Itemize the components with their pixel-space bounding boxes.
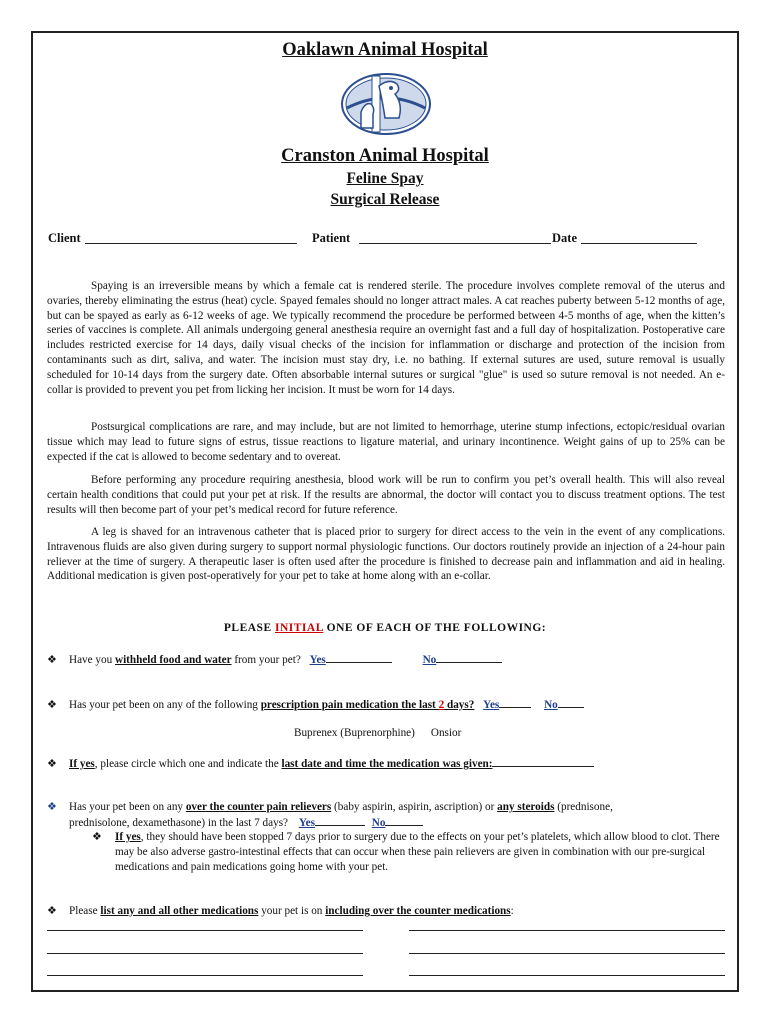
diamond-bullet-icon: ❖ [47,801,57,813]
yes-option: Yes [298,817,315,829]
question-otc-pain-steroids: ❖ Has your pet been on any over the counter pain relievers (baby aspirin, aspirin, ascription) or any steroids (prednisone, [47,801,613,813]
medication-line[interactable] [409,930,725,931]
medication-options [294,726,594,741]
fasting-no-initial-field[interactable] [436,652,502,663]
form-subtitle: Surgical Release [330,191,440,208]
prescription-no-initial-field[interactable] [558,697,584,708]
initial-instruction: PLEASE INITIAL ONE OF EACH OF THE FOLLOWING: [223,622,547,634]
medication-buprenex[interactable]: Buprenex (Buprenorphine) [294,727,415,739]
cat-dog-clinic-logo-icon [339,68,433,138]
yes-option: Yes [309,654,326,666]
form-title: Feline Spay [346,170,424,187]
diamond-bullet-icon: ❖ [47,654,57,666]
otc-no-initial-field[interactable] [385,815,423,826]
patient-field[interactable] [359,233,551,244]
no-option: No [544,699,558,711]
client-label: Client [48,231,81,245]
hospital-name-cranston: Cranston Animal Hospital [281,146,489,166]
paragraph-bloodwork: Before performing any procedure requiring anesthesia, blood work will be run to confirm you pet’s overall health. This will also reveal certain health conditions that could put your pet at risk. If the results are abnormal, the doctor will contact you to discuss treatment options. The test results will then become part of your pet’s medical record for future reference. [47,474,725,516]
question-fasting: ❖ Have you withheld food and water from your pet? Yes No [47,652,727,668]
date-field[interactable] [581,233,697,244]
diamond-bullet-icon: ❖ [47,758,57,770]
medication-line[interactable] [409,953,725,954]
initial-highlight: INITIAL [275,622,324,634]
otc-yes-initial-field[interactable] [315,815,365,826]
medication-line[interactable] [47,953,363,954]
fasting-yes-initial-field[interactable] [326,652,392,663]
diamond-bullet-icon: ❖ [47,905,57,917]
medication-line[interactable] [409,975,725,976]
medication-line[interactable] [47,930,363,931]
paragraph-catheter: A leg is shaved for an intravenous catheter that is placed prior to surgery for direct access to the vein in the event of any complications. Intravenous fluids are also given during surgery to support normal physiologic functions. Our doctors routinely provide an injection of a 24-hour pain reliever at the time of surgery. A therapeutic laser is often used after the procedure is finished to decrease pain and inflammation and aid in healing. Additional medication is given post-operatively for your pet to take at home along with an e-collar. [47,526,725,583]
no-option: No [371,817,386,829]
diamond-bullet-icon: ❖ [47,699,57,711]
no-option: No [422,654,437,666]
medication-line[interactable] [47,975,363,976]
question-otc-line2: prednisolone, dexamethasone) in the last 7 days? Yes No [69,815,749,831]
yes-option: Yes [483,699,500,711]
last-dose-field[interactable] [492,756,594,767]
paragraph-procedure: Spaying is an irreversible means by which a female cat is rendered sterile. The procedure involves complete removal of the uterus and ovaries, thereby eliminating the estrus (heat) cycle. Spayed females should no longer attract males. A cat reaches puberty between 5-12 months of age, but can be spayed as early as 6-12 weeks of age. We typically recommend the procedure be performed between 4-5 months of age, when the kitten’s series of vaccines is complete. All animals undergoing general anesthesia require an overnight fast and a full day of hospitalization. Postoperative care includes restricted exercise for 14 days, daily visual checks of the incision for inflammation or discharge and protection of the incision from contaminants such as dirt, saliva, and water. The incision must stay dry, i.e. no bathing. If external sutures are used, suture removal is usually scheduled for 10-14 days from the surgery date. Often absorbable internal sutures or surgical "glue" is used so suture removal is not needed. An e-collar is provided to prevent you pet from licking her incision. It must be worn for 14 days. [47,280,725,396]
diamond-bullet-icon: ❖ [92,831,103,843]
paragraph-complications: Postsurgical complications are rare, and may include, but are not limited to hemorrhage, uterine stump infections, ectopic/residual ovarian tissue which may lead to future signs of estrus, tissue reactions to ligature material, and urinary incontinence. Weight gains of up to 25% can be expected if the cat is allowed to become sedentary and to overeat. [47,421,725,463]
otc-warning-text: If yes, they should have been stopped 7 days prior to surgery due to the effects on your pet’s platelets, which allow blood to clot. There may be also adverse gastro-intestinal effects that can occur when these pain relievers are given in combination with our pre-surgical medications and pain medications going home with your pet. [115,831,720,873]
client-field[interactable] [85,233,297,244]
patient-label: Patient [312,231,351,245]
medication-onsior[interactable]: Onsior [430,727,462,739]
question-other-medications: ❖ Please list any and all other medications your pet is on including over the counter medications: [47,905,514,917]
date-label: Date [552,231,577,245]
hospital-name-oaklawn: Oaklawn Animal Hospital [282,40,488,60]
question-prescription-pain-meds: ❖ Has your pet been on any of the following prescription pain medication the last 2 days? Yes No [47,697,727,713]
prescription-yes-initial-field[interactable] [499,697,531,708]
question-last-dose: ❖ If yes, please circle which one and indicate the last date and time the medication was given: [47,756,727,772]
